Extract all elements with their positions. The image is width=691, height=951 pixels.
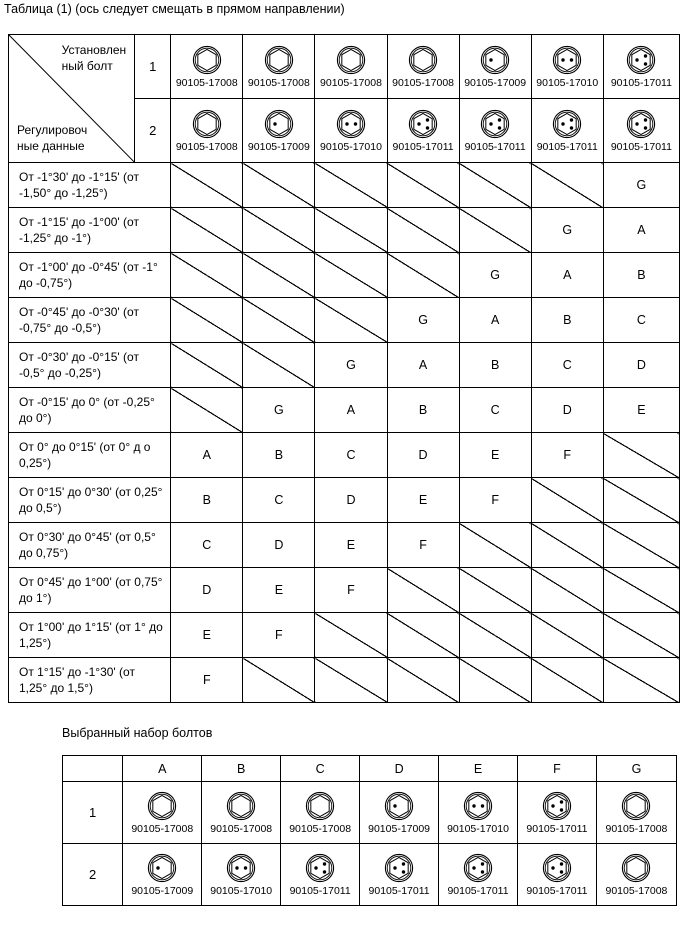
not-applicable-cell	[315, 253, 387, 298]
bolt-set-code-cell: F	[315, 568, 387, 613]
bolt-set-code-cell: D	[387, 433, 459, 478]
bolt-part-number: 90105-17011	[536, 140, 598, 153]
adjustment-row	[9, 298, 680, 343]
installed-bolt-cell	[603, 99, 679, 163]
installed-bolt-cell	[603, 35, 679, 99]
installed-bolt-label: Установлен ный болт	[61, 43, 127, 73]
bolt-set-code-cell: C	[315, 433, 387, 478]
bolt-set-code-cell: F	[171, 658, 243, 703]
bolt-set-code-cell: G	[531, 208, 603, 253]
installed-bolt-cell	[459, 99, 531, 163]
adjustment-table	[8, 34, 680, 703]
bolt	[315, 45, 386, 89]
installed-row-number: 1	[135, 35, 171, 99]
bolt-part-number: 90105-17011	[289, 884, 351, 897]
bolt-head-icon	[384, 853, 414, 883]
not-applicable-cell	[315, 163, 387, 208]
adjustment-range: От -0°45' до -0°30' (от -0,75° до -0,5°)	[9, 298, 171, 343]
bolt-set-code-cell: D	[315, 478, 387, 523]
bolt-set-code-cell: F	[387, 523, 459, 568]
bolt-set-code-cell: F	[243, 613, 315, 658]
bolt	[597, 853, 676, 897]
bolt-part-number: 90105-17008	[392, 76, 455, 89]
bolt-part-number: 90105-17008	[320, 76, 382, 89]
not-applicable-cell	[243, 658, 315, 703]
not-applicable-cell	[603, 658, 679, 703]
bolt-part-number: 90105-17009	[368, 822, 431, 835]
bolt-set-code-cell: G	[603, 163, 679, 208]
not-applicable-cell	[243, 343, 315, 388]
not-applicable-cell	[603, 523, 679, 568]
not-applicable-cell	[171, 163, 243, 208]
bolt	[604, 109, 679, 153]
bolt	[460, 109, 531, 153]
not-applicable-cell	[459, 163, 531, 208]
bolt-set-code-cell: A	[531, 253, 603, 298]
not-applicable-cell	[459, 613, 531, 658]
bolt-head-icon	[305, 853, 335, 883]
installed-bolt-cell	[531, 99, 603, 163]
bolt	[243, 45, 314, 89]
installed-bolt-cell	[387, 35, 459, 99]
bolt-set-code-cell: F	[459, 478, 531, 523]
bolt-set-code-cell: B	[531, 298, 603, 343]
set-column-header: G	[596, 756, 676, 782]
bolt-set-code-cell: G	[315, 343, 387, 388]
not-applicable-cell	[387, 568, 459, 613]
bolt	[439, 853, 517, 897]
bolt-set-code-cell: B	[603, 253, 679, 298]
not-applicable-cell	[603, 568, 679, 613]
not-applicable-cell	[387, 208, 459, 253]
set-column-header: E	[439, 756, 518, 782]
selected-bolt-cell	[439, 844, 518, 906]
bolt-set-code-cell: E	[603, 388, 679, 433]
bolt	[388, 45, 459, 89]
selected-bolt-cell	[596, 844, 676, 906]
not-applicable-cell	[171, 253, 243, 298]
bolt-head-icon	[463, 853, 493, 883]
bolt-part-number: 90105-17010	[320, 140, 382, 153]
bolt-head-icon	[226, 853, 256, 883]
bolt-set-code-cell: B	[459, 343, 531, 388]
bolt-part-number: 90105-17008	[605, 822, 668, 835]
bolt	[518, 791, 596, 835]
not-applicable-cell	[171, 298, 243, 343]
bolt-part-number: 90105-17010	[536, 76, 599, 89]
adjustment-range: От 1°15' до -1°30' (от 1,25° до 1,5°)	[9, 658, 171, 703]
bolt-head-icon	[147, 853, 177, 883]
bolt-head-icon	[480, 45, 510, 75]
set-column-header: C	[281, 756, 360, 782]
bolt-head-icon	[408, 109, 438, 139]
bolt	[388, 109, 459, 153]
not-applicable-cell	[531, 613, 603, 658]
bolt	[171, 45, 242, 89]
not-applicable-cell	[459, 568, 531, 613]
bolt-set-code-cell: G	[459, 253, 531, 298]
selected-bolt-cell	[596, 782, 676, 844]
bolt	[439, 791, 517, 835]
selected-bolt-cell	[517, 782, 596, 844]
bolt-set-code-cell: B	[171, 478, 243, 523]
bolt-set-code-cell: B	[387, 388, 459, 433]
bolt	[360, 791, 438, 835]
not-applicable-cell	[243, 163, 315, 208]
adjustment-row	[9, 208, 680, 253]
adjustment-row	[9, 343, 680, 388]
not-applicable-cell	[243, 253, 315, 298]
installed-row-number: 2	[135, 99, 171, 163]
bolt-set-code-cell: C	[171, 523, 243, 568]
bolt-head-icon	[552, 109, 582, 139]
bolt	[281, 791, 359, 835]
adjustment-row	[9, 658, 680, 703]
bolt-part-number: 90105-17011	[610, 76, 672, 89]
adjustment-row	[9, 163, 680, 208]
bolt-part-number: 90105-17008	[175, 140, 238, 153]
bolt-part-number: 90105-17011	[464, 140, 526, 153]
bolt-part-number: 90105-17011	[526, 822, 588, 835]
adjustment-range: От -1°00' до -0°45' (от -1° до -0,75°)	[9, 253, 171, 298]
bolt-set-code-cell: E	[315, 523, 387, 568]
corner-cell	[63, 756, 123, 782]
bolt-set-code-cell: F	[531, 433, 603, 478]
not-applicable-cell	[387, 253, 459, 298]
bolt-head-icon	[463, 791, 493, 821]
bolt-head-icon	[542, 791, 572, 821]
installed-bolt-cell	[171, 99, 243, 163]
selected-bolt-cell	[360, 844, 439, 906]
not-applicable-cell	[315, 613, 387, 658]
not-applicable-cell	[315, 658, 387, 703]
bolt-part-number: 90105-17011	[447, 884, 509, 897]
not-applicable-cell	[171, 388, 243, 433]
bolt-set-code-cell: C	[243, 478, 315, 523]
adjustment-range: От -0°15' до 0° (от -0,25° до 0°)	[9, 388, 171, 433]
bolt	[202, 791, 280, 835]
set-column-header: B	[202, 756, 281, 782]
bolt	[123, 853, 201, 897]
selected-bolt-set-table	[62, 755, 677, 906]
bolt-head-icon	[480, 109, 510, 139]
bolt-part-number: 90105-17009	[464, 76, 527, 89]
bolt	[171, 109, 242, 153]
bolt-head-icon	[408, 45, 438, 75]
not-applicable-cell	[531, 568, 603, 613]
bolt	[243, 109, 314, 153]
not-applicable-cell	[531, 658, 603, 703]
bolt-head-icon	[226, 791, 256, 821]
adjustment-range: От 0° до 0°15' (от 0° д о 0,25°)	[9, 433, 171, 478]
bolt-set-code-cell: B	[243, 433, 315, 478]
header-diagonal-cell	[9, 35, 135, 163]
selection-header-row	[63, 756, 677, 782]
bolt	[123, 791, 201, 835]
adjustment-row	[9, 478, 680, 523]
bolt-part-number: 90105-17010	[210, 884, 273, 897]
bolt-head-icon	[336, 109, 366, 139]
selection-row	[63, 844, 677, 906]
bolt-set-code-cell: D	[171, 568, 243, 613]
selection-row-number: 1	[63, 782, 123, 844]
bolt-part-number: 90105-17008	[289, 822, 352, 835]
not-applicable-cell	[531, 163, 603, 208]
adjustment-row	[9, 253, 680, 298]
selected-bolt-cell	[281, 844, 360, 906]
bolt-part-number: 90105-17008	[247, 76, 310, 89]
bolt-set-code-cell: E	[171, 613, 243, 658]
bolt-set-code-cell: G	[243, 388, 315, 433]
bolt-head-icon	[264, 45, 294, 75]
bolt-head-icon	[336, 45, 366, 75]
bolt	[360, 853, 438, 897]
installed-bolt-row	[9, 35, 680, 99]
bolt-set-code-cell: A	[387, 343, 459, 388]
not-applicable-cell	[531, 523, 603, 568]
selected-bolt-cell	[360, 782, 439, 844]
selected-bolt-cell	[517, 844, 596, 906]
not-applicable-cell	[243, 298, 315, 343]
bolt-part-number: 90105-17011	[368, 884, 430, 897]
installed-bolt-cell	[243, 35, 315, 99]
adjustment-row	[9, 388, 680, 433]
installed-bolt-cell	[243, 99, 315, 163]
bolt-head-icon	[305, 791, 335, 821]
bolt	[460, 45, 531, 89]
not-applicable-cell	[171, 208, 243, 253]
adjustment-row	[9, 568, 680, 613]
adjustment-row	[9, 523, 680, 568]
installed-bolt-cell	[315, 99, 387, 163]
bolt-head-icon	[552, 45, 582, 75]
bolt-part-number: 90105-17008	[605, 884, 668, 897]
bolt-head-icon	[384, 791, 414, 821]
bolt-head-icon	[192, 45, 222, 75]
bolt	[518, 853, 596, 897]
bolt-part-number: 90105-17009	[247, 140, 310, 153]
adjustment-range: От -1°30' до -1°15' (от -1,50° до -1,25°)	[9, 163, 171, 208]
not-applicable-cell	[603, 478, 679, 523]
adjustment-range: От -1°15' до -1°00' (от -1,25° до -1°)	[9, 208, 171, 253]
not-applicable-cell	[315, 208, 387, 253]
not-applicable-cell	[603, 613, 679, 658]
bolt-head-icon	[264, 109, 294, 139]
selected-bolt-cell	[202, 844, 281, 906]
not-applicable-cell	[459, 208, 531, 253]
bolt-set-code-cell: G	[387, 298, 459, 343]
bolt-set-code-cell: C	[459, 388, 531, 433]
selected-bolt-cell	[123, 782, 202, 844]
bolt	[532, 45, 603, 89]
bolt-set-code-cell: A	[459, 298, 531, 343]
bolt-set-code-cell: C	[603, 298, 679, 343]
installed-bolt-cell	[531, 35, 603, 99]
set-column-header: D	[360, 756, 439, 782]
installed-bolt-cell	[459, 35, 531, 99]
bolt-set-code-cell: D	[243, 523, 315, 568]
adjustment-data-label: Регулировоч ные данные	[17, 123, 88, 153]
bolt	[202, 853, 280, 897]
not-applicable-cell	[243, 208, 315, 253]
bolt	[604, 45, 679, 89]
installed-bolt-cell	[315, 35, 387, 99]
selected-bolt-cell	[123, 844, 202, 906]
bolt-set-code-cell: C	[531, 343, 603, 388]
adjustment-range: От 0°45' до 1°00' (от 0,75° до 1°)	[9, 568, 171, 613]
not-applicable-cell	[387, 163, 459, 208]
bolt-head-icon	[192, 109, 222, 139]
document-title: Таблица (1) (ось следует смещать в прямом направлении)	[4, 2, 345, 16]
adjustment-range: От -0°30' до -0°15' (от -0,5° до -0,25°)	[9, 343, 171, 388]
selection-row	[63, 782, 677, 844]
bolt	[315, 109, 386, 153]
bolt-part-number: 90105-17009	[131, 884, 194, 897]
installed-bolt-cell	[387, 99, 459, 163]
bolt-set-code-cell: E	[243, 568, 315, 613]
bolt-head-icon	[621, 791, 651, 821]
not-applicable-cell	[603, 433, 679, 478]
not-applicable-cell	[315, 298, 387, 343]
installed-bolt-cell	[171, 35, 243, 99]
bolt-head-icon	[542, 853, 572, 883]
adjustment-row	[9, 433, 680, 478]
selected-bolt-cell	[281, 782, 360, 844]
bolt-part-number: 90105-17011	[610, 140, 672, 153]
bolt-part-number: 90105-17008	[131, 822, 194, 835]
bolt-set-code-cell: E	[387, 478, 459, 523]
bolt-head-icon	[626, 45, 656, 75]
bolt-set-code-cell: D	[531, 388, 603, 433]
selected-bolt-cell	[439, 782, 518, 844]
bolt-part-number: 90105-17008	[175, 76, 238, 89]
bolt-set-code-cell: A	[315, 388, 387, 433]
bolt-head-icon	[621, 853, 651, 883]
set-column-header: A	[123, 756, 202, 782]
bolt-part-number: 90105-17011	[392, 140, 454, 153]
bolt-set-code-cell: A	[171, 433, 243, 478]
not-applicable-cell	[459, 658, 531, 703]
adjustment-range: От 0°15' до 0°30' (от 0,25° до 0,5°)	[9, 478, 171, 523]
not-applicable-cell	[387, 613, 459, 658]
bolt-set-code-cell: A	[603, 208, 679, 253]
bolt	[597, 791, 676, 835]
adjustment-range: От 1°00' до 1°15' (от 1° до 1,25°)	[9, 613, 171, 658]
not-applicable-cell	[171, 343, 243, 388]
bolt-part-number: 90105-17011	[526, 884, 588, 897]
not-applicable-cell	[387, 658, 459, 703]
not-applicable-cell	[531, 478, 603, 523]
not-applicable-cell	[459, 523, 531, 568]
bolt-set-code-cell: D	[603, 343, 679, 388]
bolt	[281, 853, 359, 897]
bolt	[532, 109, 603, 153]
bolt-part-number: 90105-17008	[210, 822, 273, 835]
adjustment-row	[9, 613, 680, 658]
bolt-part-number: 90105-17010	[447, 822, 509, 835]
bolt-head-icon	[147, 791, 177, 821]
bolt-head-icon	[626, 109, 656, 139]
bolt-set-code-cell: E	[459, 433, 531, 478]
selection-row-number: 2	[63, 844, 123, 906]
selected-bolt-set-title: Выбранный набор болтов	[62, 726, 213, 740]
adjustment-range: От 0°30' до 0°45' (от 0,5° до 0,75°)	[9, 523, 171, 568]
selected-bolt-cell	[202, 782, 281, 844]
set-column-header: F	[517, 756, 596, 782]
